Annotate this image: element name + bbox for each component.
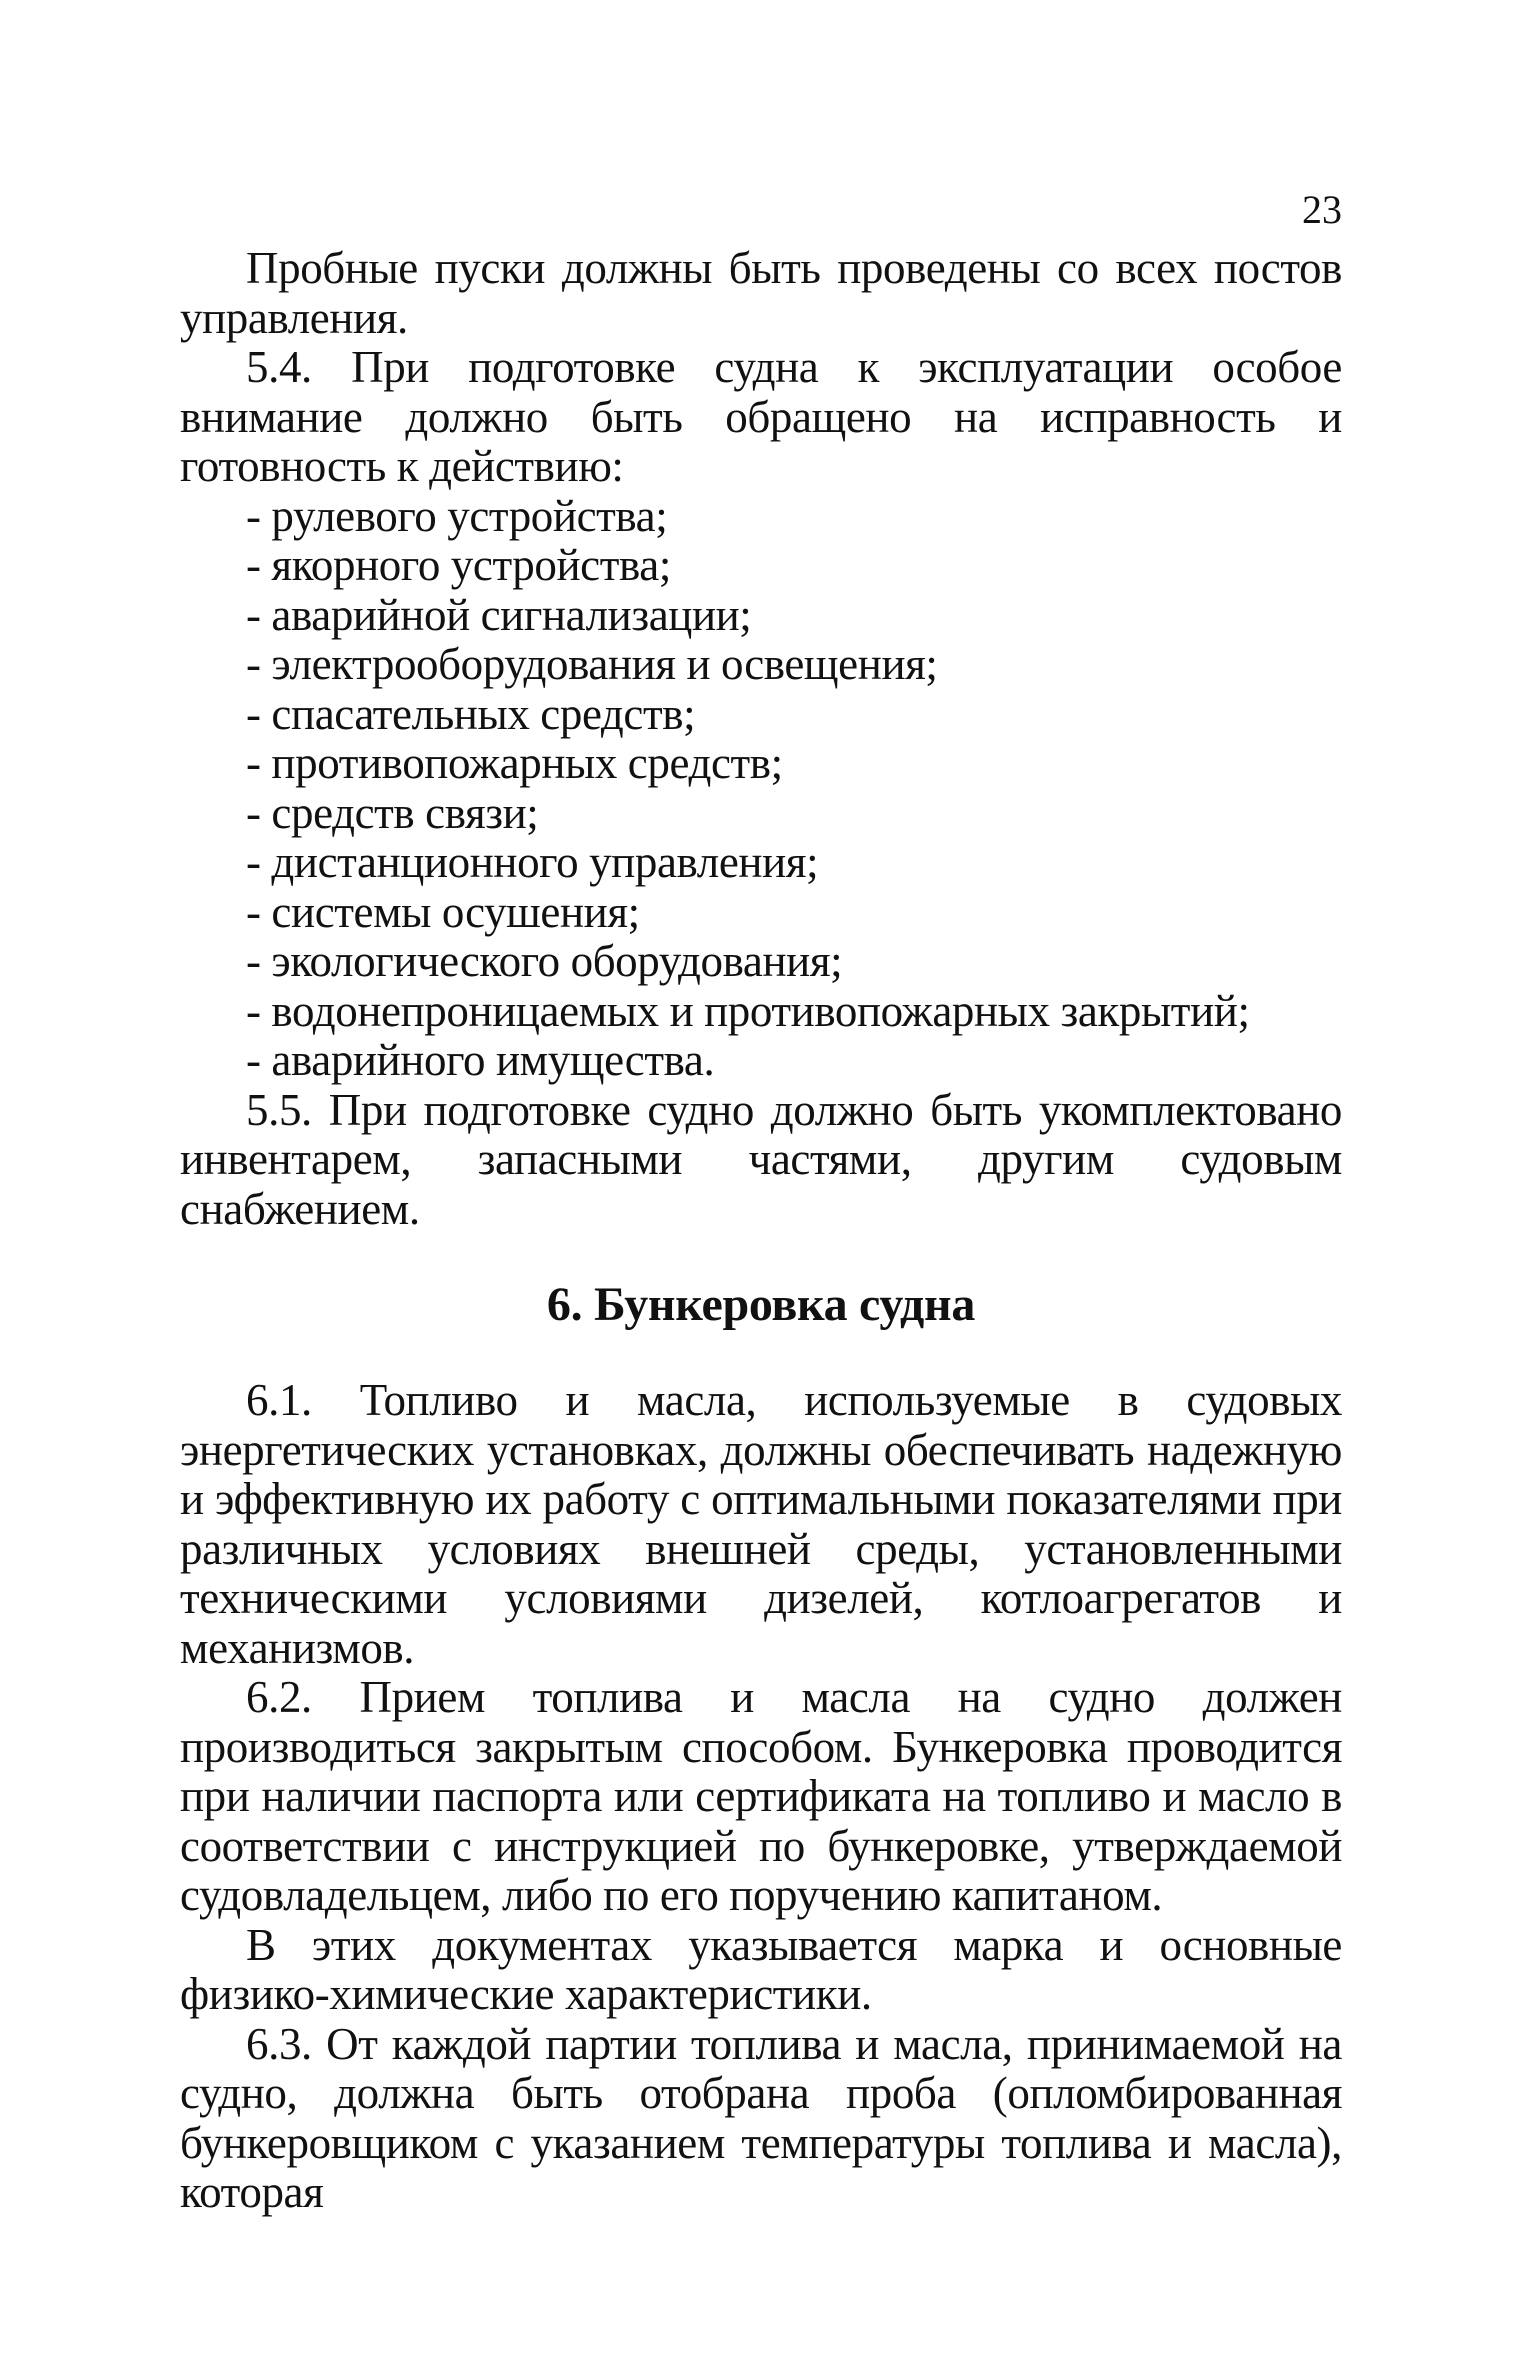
paragraph-6-1: 6.1. Топливо и масла, используемые в судовых энергетических установках, должны обеспечивать надежную и эффективную их работу с оптимальными показателями при различных условиях внешней среды, установленными техническими условиями дизелей, котлоагрегатов и механизмов.: [180, 1375, 1342, 1673]
list-item: - рулевого устройства;: [246, 490, 668, 541]
paragraph-6-2: 6.2. Прием топлива и масла на судно должен производиться закрытым способом. Бункеровка проводится при наличии паспорта или сертификата на топливо и масло в соответствии с инструкцией по бункеровке, утверждаемой судовладельцем, либо по его поручению капитаном.: [180, 1672, 1342, 1920]
list-item: - аварийного имущества.: [246, 1035, 715, 1085]
list-item: - спасательных средств;: [246, 688, 696, 739]
list-item: - электрооборудования и освещения;: [246, 639, 938, 689]
list-item: - водонепроницаемых и противопожарных закрытий;: [246, 985, 1250, 1036]
list-item: - дистанционного управления;: [246, 837, 819, 887]
equipment-list: [180, 492, 1342, 1086]
list-item: - аварийной сигнализации;: [246, 589, 752, 640]
paragraph-documents: В этих документах указывается марка и основные физико-химические характеристики.: [180, 1919, 1342, 2019]
list-item: - средств связи;: [246, 787, 539, 838]
paragraph-trial-runs: Пробные пуски должны быть проведены со всех постов управления.: [180, 243, 1342, 343]
page-number: 23: [1302, 187, 1342, 232]
section-heading: 6. Бункеровка судна: [546, 1278, 976, 1331]
list-item: - противопожарных средств;: [246, 738, 783, 788]
body-text: [180, 244, 1342, 2218]
paragraph-5-4: 5.4. При подготовке судна к эксплуатации особое внимание должно быть обращено на исправность и готовность к действию:: [180, 342, 1342, 491]
list-item: - системы осушения;: [246, 886, 640, 937]
list-item: - экологического оборудования;: [246, 936, 843, 986]
paragraph-6-3: 6.3. От каждой партии топлива и масла, принимаемой на судно, должна быть отобрана проба (опломбированная бункеровщиком с указанием температуры топлива и масла), которая: [180, 2018, 1342, 2217]
paragraph-5-5: 5.5. При подготовке судно должно быть укомплектовано инвентарем, запасными частями, другим судовым снабжением.: [180, 1084, 1342, 1234]
list-item: - якорного устройства;: [246, 540, 671, 590]
